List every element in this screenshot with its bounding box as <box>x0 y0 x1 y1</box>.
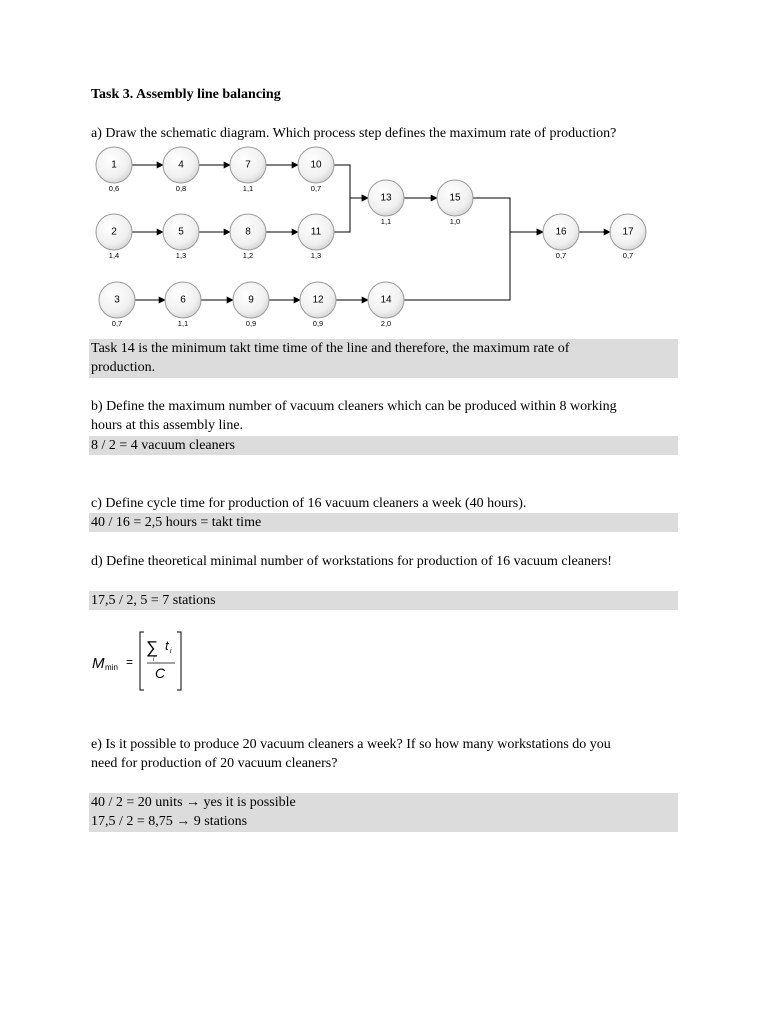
question-b-line-2: hours at this assembly line. <box>91 418 244 433</box>
formula-sum-sign: ∑ <box>146 638 159 657</box>
question-a: a) Draw the schematic diagram. Which process step defines the maximum rate of production? <box>91 126 617 141</box>
task-node-label: 12 <box>312 294 324 306</box>
task-node-label: 6 <box>180 294 186 306</box>
task-node-label: 2 <box>111 226 117 238</box>
edge-11-13 <box>334 198 368 232</box>
task-time-label: 0,9 <box>245 319 257 328</box>
task-node-5 <box>163 214 199 260</box>
task-time-label: 0,7 <box>622 251 634 260</box>
formula-term: t <box>165 638 169 653</box>
question-b-line-1: b) Define the maximum number of vacuum cleaners which can be produced within 8 working <box>91 399 617 414</box>
task-time-label: 0,9 <box>312 319 324 328</box>
answer-e-line-2: 17,5 / 2 = 8,75 → 9 stations <box>91 814 248 829</box>
task-time-label: 1,1 <box>242 184 254 193</box>
task-time-label: 0,7 <box>111 319 123 328</box>
task-node-8 <box>230 214 266 260</box>
task-node-label: 1 <box>111 159 117 171</box>
task-node-label: 14 <box>380 294 392 306</box>
formula-denominator: C <box>155 665 166 681</box>
question-e-line-1: e) Is it possible to produce 20 vacuum cleaners a week? If so how many workstations do you <box>91 737 611 752</box>
answer-a-line-2: production. <box>91 360 156 375</box>
task-node-label: 15 <box>449 192 461 204</box>
task-time-label: 1,3 <box>310 251 322 260</box>
answer-a-line-1: Task 14 is the minimum takt time time of the line and therefore, the maximum rate of <box>91 341 570 356</box>
formula-lhs-sub: min <box>105 663 118 672</box>
task-node-3 <box>99 282 135 328</box>
task-time-label: 1,1 <box>177 319 189 328</box>
answer-b-line: 8 / 2 = 4 vacuum cleaners <box>91 438 235 453</box>
question-c: c) Define cycle time for production of 16 vacuum cleaners a week (40 hours). <box>91 496 527 511</box>
edge-10-13 <box>334 165 368 198</box>
task-node-9 <box>233 282 269 328</box>
task-time-label: 0,6 <box>108 184 120 193</box>
task-node-label: 8 <box>245 226 251 238</box>
task-node-12 <box>300 282 336 328</box>
question-d: d) Define theoretical minimal number of workstations for production of 16 vacuum cleaners! <box>91 554 612 569</box>
task-node-label: 17 <box>622 226 634 238</box>
task-node-2 <box>96 214 132 260</box>
diagram-nodes <box>96 147 646 328</box>
task-node-label: 9 <box>248 294 254 306</box>
task-node-6 <box>165 282 201 328</box>
formula-equals: = <box>126 655 134 669</box>
formula-sum-sub: i <box>153 657 155 663</box>
answer-c <box>89 513 678 532</box>
formula-lhs: M <box>92 655 105 672</box>
task-node-1 <box>96 147 132 193</box>
edge-14-16 <box>404 232 543 300</box>
task-node-4 <box>163 147 199 193</box>
task-node-label: 11 <box>310 226 322 238</box>
task-time-label: 0,7 <box>310 184 322 193</box>
diagram-edges <box>132 165 610 300</box>
task-time-label: 1,1 <box>380 217 392 226</box>
task-time-label: 0,8 <box>175 184 187 193</box>
min-workstations-formula <box>92 629 192 693</box>
task-time-label: 1,3 <box>175 251 187 260</box>
precedence-diagram <box>0 140 768 335</box>
task-node-14 <box>368 282 404 328</box>
answer-e <box>89 793 678 832</box>
task-node-label: 13 <box>380 192 392 204</box>
task-time-label: 1,2 <box>242 251 254 260</box>
task-node-label: 7 <box>245 159 251 171</box>
task-node-16 <box>543 214 579 260</box>
task-node-label: 3 <box>114 294 120 306</box>
task-time-label: 1,4 <box>108 251 120 260</box>
answer-d <box>89 591 678 610</box>
task-node-13 <box>368 180 404 226</box>
page-title: Task 3. Assembly line balancing <box>91 87 281 102</box>
task-node-11 <box>298 214 334 260</box>
answer-a <box>89 339 678 378</box>
answer-c-line: 40 / 16 = 2,5 hours = takt time <box>91 515 262 530</box>
answer-b <box>89 436 678 455</box>
task-node-17 <box>610 214 646 260</box>
edge-15-16 <box>473 198 543 232</box>
task-node-label: 4 <box>178 159 184 171</box>
answer-d-line: 17,5 / 2, 5 = 7 stations <box>91 593 216 608</box>
question-e-line-2: need for production of 20 vacuum cleaners? <box>91 756 338 771</box>
task-node-label: 16 <box>555 226 567 238</box>
task-node-15 <box>437 180 473 226</box>
task-time-label: 1,0 <box>449 217 461 226</box>
task-node-7 <box>230 147 266 193</box>
task-node-label: 10 <box>310 159 322 171</box>
task-node-label: 5 <box>178 226 184 238</box>
task-time-label: 2,0 <box>380 319 392 328</box>
answer-e-line-1: 40 / 2 = 20 units → yes it is possible <box>91 795 296 810</box>
formula-term-sub: i <box>170 648 172 655</box>
task-time-label: 0,7 <box>555 251 567 260</box>
task-node-10 <box>298 147 334 193</box>
